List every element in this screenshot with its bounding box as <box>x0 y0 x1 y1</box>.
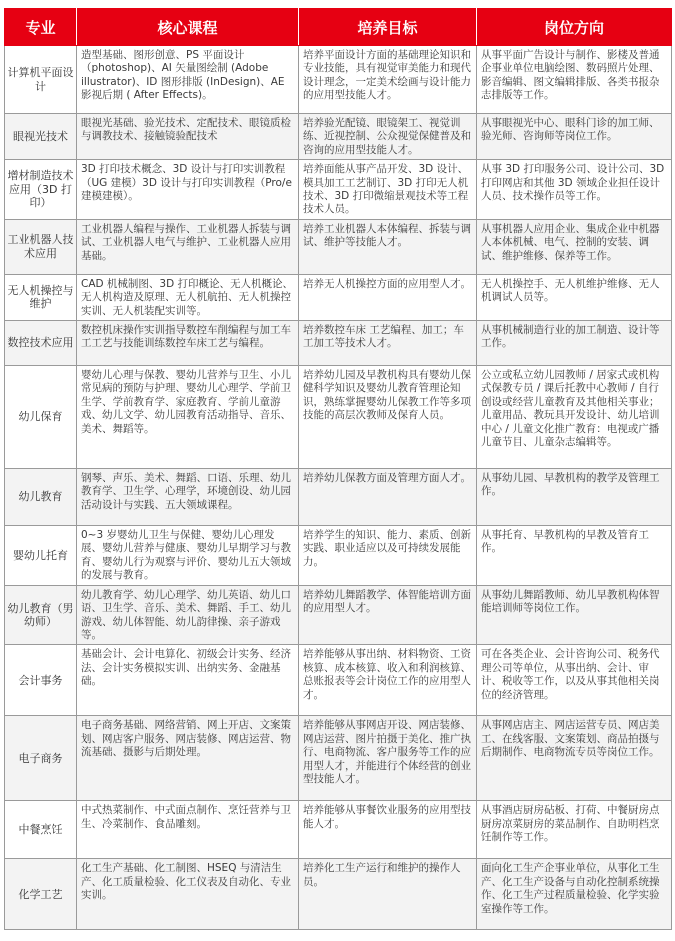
table-row <box>5 469 672 526</box>
table-row <box>5 274 672 320</box>
career-cell: 从事酒店厨房砧板、打荷、中餐厨房点厨房凉菜厨房的菜品制作、自助明档烹饪制作等工作。 <box>477 801 672 859</box>
courses-cell: 工业机器人编程与操作、工业机器人拆装与调试、工业机器人电气与维护、工业机器人应用基础。 <box>77 219 299 274</box>
header-major: 专业 <box>5 9 77 46</box>
major-cell: 化学工艺 <box>5 859 77 930</box>
goal-cell: 培养幼儿舞蹈教学、体智能培训方面的应用型人才。 <box>299 585 477 645</box>
table-row <box>5 219 672 274</box>
courses-cell: 电子商务基础、网络营销、网上开店、文案策划、网店客户服务、网店装修、网店运营、物流基础、摄影与后期处理。 <box>77 716 299 801</box>
career-cell: 无人机操控手、无人机维护维修、无人机调试人员等。 <box>477 274 672 320</box>
career-cell: 可在各类企业、会计咨询公司、税务代理公司等单位，从事出纳、会计、审计、税收等工作，以及从事其他相关岗位的经济管理。 <box>477 645 672 716</box>
table-row <box>5 366 672 469</box>
courses-cell: 眼视光基础、验光技术、定配技术、眼镜质检与调教技术、接触镜验配技术 <box>77 114 299 160</box>
courses-cell: 婴幼儿心理与保教、婴幼儿营养与卫生、小儿常见病的预防与护理、婴幼儿心理学、学前卫生学、学前教育学、家庭教育、学前儿童游戏、幼儿文学、幼儿园教育活动指导、音乐、美术、舞蹈等。 <box>77 366 299 469</box>
major-cell: 幼儿保育 <box>5 366 77 469</box>
major-cell: 幼儿教育 <box>5 469 77 526</box>
table-header-row <box>5 9 672 46</box>
courses-cell: 造型基础、图形创意、PS 平面设计（photoshop)、AI 矢量图绘制 (Adobe illustrator)、ID 图形排版 (InDesign)、AE 影视后期 ( After Effects)。 <box>77 46 299 114</box>
table-row <box>5 114 672 160</box>
majors-table <box>4 8 672 930</box>
career-cell: 从事幼儿园、早教机构的教学及管理工作。 <box>477 469 672 526</box>
goal-cell: 培养面能从事产品开发、3D 设计、模具加工工艺制订、3D 打印无人机技术、3D 打印微缩景观技术等工程技术人员。 <box>299 160 477 220</box>
goal-cell: 培养学生的知识、能力、素质、创新实践、职业适应以及可持续发展能力。 <box>299 526 477 586</box>
header-career: 岗位方向 <box>477 9 672 46</box>
major-cell: 无人机操控与维护 <box>5 274 77 320</box>
courses-cell: 3D 打印技术概念、3D 设计与打印实训教程（UG 建模）3D 设计与打印实训教程（Pro/e 建模建模）。 <box>77 160 299 220</box>
major-cell: 电子商务 <box>5 716 77 801</box>
major-cell: 中餐烹饪 <box>5 801 77 859</box>
table-row <box>5 46 672 114</box>
major-cell: 幼儿教育（男幼师） <box>5 585 77 645</box>
major-cell: 工业机器人技术应用 <box>5 219 77 274</box>
goal-cell: 培养平面设计方面的基础理论知识和专业技能，具有视觉审美能力和现代设计理念，一定美术绘画与设计能力的应用型技能人才。 <box>299 46 477 114</box>
career-cell: 公立或私立幼儿园教师 / 居家式或机构式保教专员 / 课后托教中心教师 / 自行创设或经营儿童教育及其他相关事业；儿童用品、教玩具开发设计、幼儿培训中心 / 儿童文化推广教育：电视或广播儿童节目、儿童杂志编辑等。 <box>477 366 672 469</box>
table-row <box>5 526 672 586</box>
table-body <box>5 46 672 930</box>
major-cell: 眼视光技术 <box>5 114 77 160</box>
courses-cell: 钢琴、声乐、美术、舞蹈、口语、乐理、幼儿教育学、卫生学、心理学，环境创设、幼儿园活动设计与实践、五大领域课程。 <box>77 469 299 526</box>
courses-cell: 幼儿教育学、幼儿心理学、幼儿英语、幼儿口语、卫生学、音乐、美术、舞蹈、手工、幼儿游戏、幼儿体智能、幼儿韵律操、亲子游戏等。 <box>77 585 299 645</box>
courses-cell: CAD 机械制图、3D 打印概论、无人机概论、无人机构造及原理、无人机航拍、无人机操控实训、无人机装配实训等。 <box>77 274 299 320</box>
table-row <box>5 160 672 220</box>
major-cell: 计算机平面设计 <box>5 46 77 114</box>
header-goal: 培养目标 <box>299 9 477 46</box>
career-cell: 从事幼儿舞蹈教师、幼儿早教机构体智能培训师等岗位工作。 <box>477 585 672 645</box>
major-cell: 增材制造技术应用（3D 打印） <box>5 160 77 220</box>
career-cell: 从事眼视光中心、眼科门诊的加工师、验光师、咨询师等岗位工作。 <box>477 114 672 160</box>
courses-cell: 基础会计、会计电算化、初级会计实务、经济法、会计实务模拟实训、出纳实务、金融基础。 <box>77 645 299 716</box>
career-cell: 从事托育、早教机构的早教及管育工作。 <box>477 526 672 586</box>
table-row <box>5 645 672 716</box>
major-cell: 数控技术应用 <box>5 321 77 366</box>
career-cell: 面向化工生产企事业单位，从事化工生产、化工生产设备与自动化控制系统操作、化工生产过程质量检验、化学实验室操作等工作。 <box>477 859 672 930</box>
table-row <box>5 716 672 801</box>
career-cell: 从事机械制造行业的加工制造、设计等工作。 <box>477 321 672 366</box>
courses-cell: 数控机床操作实训指导数控车削编程与加工车工工艺与技能训练数控车床工艺与编程。 <box>77 321 299 366</box>
table-row <box>5 585 672 645</box>
goal-cell: 培养能够从事网店开设、网店装修、网店运营、图片拍摄于美化、推广执行、电商物流、客户服务等工作的应用型人才，并能进行个体经营的创业型技能人才。 <box>299 716 477 801</box>
major-cell: 会计事务 <box>5 645 77 716</box>
goal-cell: 培养幼儿保教方面及管理方面人才。 <box>299 469 477 526</box>
career-cell: 从事平面广告设计与制作、影楼及普通企事业单位电脑绘图、数码照片处理、影音编辑、图文编辑排版、各类书报杂志排版等工作。 <box>477 46 672 114</box>
header-courses: 核心课程 <box>77 9 299 46</box>
goal-cell: 培养数控车床 工艺编程、加工；车工加工等技术人才。 <box>299 321 477 366</box>
major-cell: 婴幼儿托育 <box>5 526 77 586</box>
goal-cell: 培养验光配镜、眼镜架工、视觉训练、近视控制、公众视觉保健普及和咨询的应用型技能人才。 <box>299 114 477 160</box>
table-row <box>5 801 672 859</box>
career-cell: 从事 3D 打印服务公司、设计公司、3D 打印网店和其他 3D 领域企业担任设计人员、技术操作员等工作。 <box>477 160 672 220</box>
goal-cell: 培养能够从事出纳、材料物资、工资核算、成本核算、收入和利润核算、总账报表等会计岗位工作的应用型人才。 <box>299 645 477 716</box>
majors-table-container <box>4 8 671 930</box>
career-cell: 从事网店店主、网店运营专员、网店美工、在线客服、文案策划、商品拍摄与后期制作、电商物流专员等岗位工作。 <box>477 716 672 801</box>
goal-cell: 培养无人机操控方面的应用型人才。 <box>299 274 477 320</box>
goal-cell: 培养化工生产运行和维护的操作人员。 <box>299 859 477 930</box>
goal-cell: 培养能够从事餐饮业服务的应用型技能人才。 <box>299 801 477 859</box>
courses-cell: 化工生产基础、化工制图、HSEQ 与清洁生产、化工质量检验、化工仪表及自动化、专业实训。 <box>77 859 299 930</box>
table-row <box>5 859 672 930</box>
goal-cell: 培养幼儿园及早教机构具有婴幼儿保健科学知识及婴幼儿教育管理论知识，熟练掌握婴幼儿保教工作等多项技能的高层次教师及保育人员。 <box>299 366 477 469</box>
career-cell: 从事机器人应用企业、集成企业中机器人本体机械、电气、控制的安装、调试、维护维修、保养等工作。 <box>477 219 672 274</box>
table-row <box>5 321 672 366</box>
courses-cell: 中式热菜制作、中式面点制作、烹饪营养与卫生、冷菜制作、食品雕刻。 <box>77 801 299 859</box>
goal-cell: 培养工业机器人本体编程、拆装与调试、维护等技能人才。 <box>299 219 477 274</box>
courses-cell: 0~3 岁婴幼儿卫生与保健、婴幼儿心理发展、婴幼儿营养与健康、婴幼儿早期学习与教育、婴幼儿行为观察与评价、婴幼儿五大领域的发展与教育。 <box>77 526 299 586</box>
